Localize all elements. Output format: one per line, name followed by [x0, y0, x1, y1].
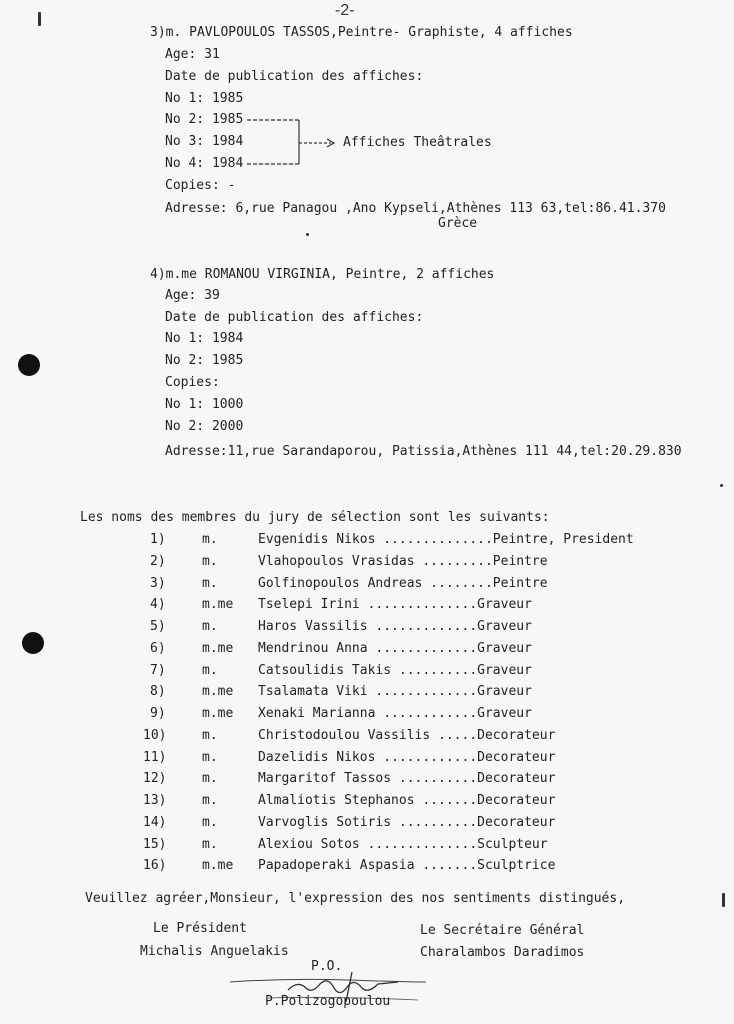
page-number: -2-	[335, 2, 355, 19]
bracket-arrow	[245, 112, 345, 172]
jury-member-title: m.	[202, 727, 218, 743]
jury-member-text: Xenaki Marianna ............Graveur	[258, 706, 532, 721]
jury-member-row	[143, 815, 555, 831]
jury-member-text: Golfinopoulos Andreas ........Peintre	[258, 575, 548, 591]
jury-member-row	[143, 771, 555, 787]
artist3-pub-3: No 3: 1984	[165, 134, 244, 149]
jury-member-title: m.me	[202, 684, 234, 700]
artist3-address: Adresse: 6,rue Panagou ,Ano Kypseli,Athènes 113 63,tel:86.41.370	[165, 201, 666, 216]
jury-member-title: m.	[202, 575, 218, 591]
jury-member-row	[143, 837, 548, 853]
jury-member-row	[150, 532, 634, 548]
artist3-pub-label: Date de publication des affiches:	[165, 69, 424, 84]
jury-member-text: Dazelidis Nikos ............Decorateur	[258, 749, 556, 765]
speck	[720, 484, 723, 487]
speck	[306, 233, 309, 236]
jury-member-number: 15)	[143, 836, 167, 852]
jury-member-text: Tsalamata Viki .............Graveur	[258, 684, 532, 700]
jury-member-number: 4)	[150, 597, 166, 613]
jury-member-title: m.	[202, 749, 218, 765]
jury-member-row	[150, 684, 532, 700]
jury-member-title: m.	[202, 532, 218, 547]
president-title: Le Président	[153, 921, 247, 936]
jury-member-title: m.	[202, 619, 218, 634]
po-name: P.Polizogopoulou	[265, 994, 391, 1009]
artist3-pub-4: No 4: 1984	[165, 156, 244, 171]
jury-member-title: m.	[202, 553, 218, 569]
jury-member-row	[143, 728, 555, 744]
jury-member-text: Evgenidis Nikos ..............Peintre, President	[258, 532, 634, 547]
artist4-copies-2: No 2: 2000	[165, 419, 244, 434]
speck	[38, 12, 41, 26]
jury-member-row	[150, 597, 532, 613]
artist3-pub-1: No 1: 1985	[165, 91, 244, 106]
jury-member-number: 5)	[150, 619, 166, 634]
jury-member-title: m.me	[202, 597, 234, 613]
closing-line: Veuillez agréer,Monsieur, l'expression des nos sentiments distingués,	[85, 891, 626, 906]
jury-member-number: 7)	[150, 662, 166, 678]
artist4-copies-label: Copies:	[165, 375, 220, 390]
artist3-pub-2: No 2: 1985	[165, 112, 244, 127]
artist4-address: Adresse:11,rue Sarandaporou, Patissia,Athènes 111 44,tel:20.29.830	[165, 444, 682, 459]
artist4-copies-1: No 1: 1000	[165, 397, 244, 412]
jury-member-text: Christodoulou Vassilis .....Decorateur	[258, 727, 556, 743]
jury-member-row	[150, 663, 532, 679]
jury-member-number: 11)	[143, 749, 167, 765]
artist3-header: 3)m. PAVLOPOULOS TASSOS,Peintre- Graphiste, 4 affiches	[150, 25, 573, 40]
jury-member-row	[143, 793, 555, 809]
punch-hole-bottom	[22, 632, 44, 654]
speck	[722, 893, 725, 907]
jury-member-number: 12)	[143, 771, 167, 787]
jury-member-title: m.	[202, 793, 218, 808]
jury-member-text: Mendrinou Anna .............Graveur	[258, 640, 532, 656]
jury-member-row	[150, 576, 548, 592]
artist4-age: Age: 39	[165, 288, 220, 303]
jury-member-number: 2)	[150, 553, 166, 569]
jury-member-number: 6)	[150, 640, 166, 656]
jury-member-title: m.	[202, 771, 218, 787]
artist4-pub-1: No 1: 1984	[165, 331, 244, 346]
jury-member-row	[150, 619, 532, 635]
po-label: P.O.	[311, 959, 343, 974]
artist3-copies: Copies: -	[165, 178, 236, 193]
secretary-title: Le Secrétaire Général	[420, 923, 585, 938]
jury-member-text: Catsoulidis Takis ..........Graveur	[258, 662, 532, 678]
jury-member-row	[150, 706, 532, 722]
jury-member-text: Vlahopoulos Vrasidas .........Peintre	[258, 553, 548, 569]
jury-member-number: 3)	[150, 575, 166, 591]
president-name: Michalis Anguelakis	[140, 944, 289, 959]
jury-member-number: 13)	[143, 793, 167, 808]
jury-member-row	[143, 858, 555, 874]
jury-member-text: Tselepi Irini ..............Graveur	[258, 597, 532, 613]
artist4-pub-label: Date de publication des affiches:	[165, 310, 424, 325]
jury-member-title: m.me	[202, 706, 234, 721]
jury-member-row	[150, 554, 548, 570]
artist4-header: 4)m.me ROMANOU VIRGINIA, Peintre, 2 affiches	[150, 267, 495, 282]
jury-member-title: m.	[202, 814, 218, 830]
bracket-note: Affiches Theâtrales	[343, 135, 492, 150]
jury-member-number: 1)	[150, 532, 166, 547]
jury-member-number: 8)	[150, 684, 166, 700]
jury-member-title: m.	[202, 662, 218, 678]
jury-member-text: Papadoperaki Aspasia .......Sculptrice	[258, 858, 556, 874]
jury-member-title: m.me	[202, 640, 234, 656]
jury-member-text: Alexiou Sotos ..............Sculpteur	[258, 836, 548, 852]
jury-intro: Les noms des membres du jury de sélection sont les suivants:	[80, 510, 550, 525]
jury-member-number: 9)	[150, 706, 166, 721]
jury-member-title: m.me	[202, 858, 234, 874]
jury-member-number: 14)	[143, 814, 167, 830]
jury-member-number: 16)	[143, 858, 167, 874]
jury-member-text: Varvoglis Sotiris ..........Decorateur	[258, 814, 556, 830]
jury-member-row	[150, 641, 532, 657]
jury-member-text: Margaritof Tassos ..........Decorateur	[258, 771, 556, 787]
secretary-name: Charalambos Daradimos	[420, 945, 585, 960]
punch-hole-top	[18, 354, 40, 376]
jury-member-text: Haros Vassilis .............Graveur	[258, 619, 532, 634]
jury-member-title: m.	[202, 836, 218, 852]
artist4-pub-2: No 2: 1985	[165, 353, 244, 368]
artist3-country: Grèce	[438, 216, 478, 231]
jury-member-row	[143, 750, 555, 766]
jury-member-number: 10)	[143, 727, 167, 743]
jury-member-text: Almaliotis Stephanos .......Decorateur	[258, 793, 556, 808]
artist3-age: Age: 31	[165, 47, 220, 62]
